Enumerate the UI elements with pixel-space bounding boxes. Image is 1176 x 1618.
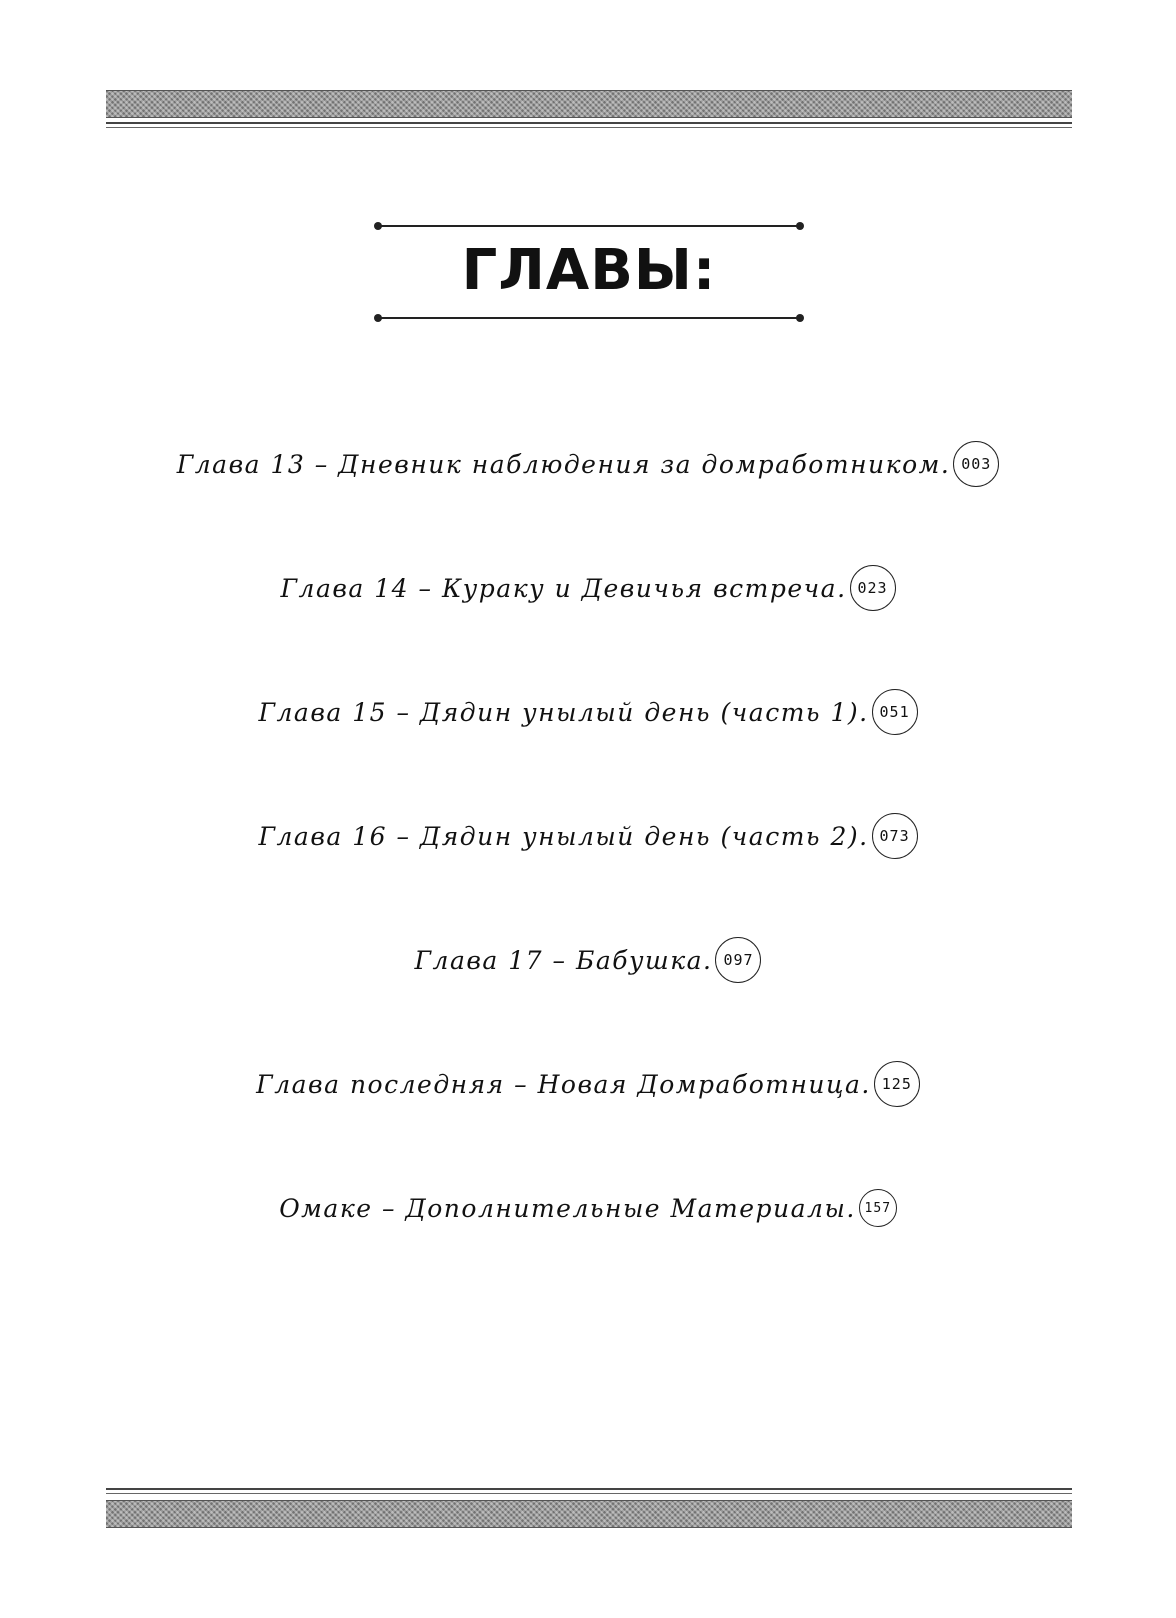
- page-number-badge: 157: [859, 1189, 897, 1227]
- bottom-rule-thin: [106, 1493, 1072, 1494]
- toc-item-chapter-13[interactable]: [0, 438, 1176, 562]
- toc-item-chapter-15[interactable]: [0, 686, 1176, 810]
- chapter-title: Омаке – Дополнительные Материалы.: [279, 1193, 856, 1223]
- chapter-title: Глава последняя – Новая Домработница.: [256, 1069, 871, 1099]
- page-number-badge: 051: [872, 689, 918, 735]
- page-title: ГЛАВЫ:: [461, 238, 717, 303]
- chapter-title: Глава 16 – Дядин унылый день (часть 2).: [258, 821, 869, 851]
- chapter-title: Глава 14 – Кураку и Девичья встреча.: [280, 573, 847, 603]
- page-number-badge: 073: [872, 813, 918, 859]
- chapter-title: Глава 15 – Дядин унылый день (часть 1).: [258, 697, 869, 727]
- toc-item-chapter-16[interactable]: [0, 810, 1176, 934]
- chapter-title: Глава 17 – Бабушка.: [414, 945, 713, 975]
- bottom-decorative-band: [106, 1500, 1072, 1528]
- top-rule: [106, 122, 1072, 124]
- page-number-badge: 003: [953, 441, 999, 487]
- page-number-badge: 097: [715, 937, 761, 983]
- top-decorative-band: [106, 90, 1072, 118]
- table-of-contents: [0, 438, 1176, 1306]
- title-divider-bottom: [378, 317, 800, 319]
- page-number-badge: 023: [850, 565, 896, 611]
- title-divider-top: [378, 225, 800, 227]
- top-rule-thin: [106, 127, 1072, 128]
- toc-item-omake[interactable]: [0, 1182, 1176, 1306]
- bottom-rule: [106, 1488, 1072, 1490]
- page-number-badge: 125: [874, 1061, 920, 1107]
- toc-item-last-chapter[interactable]: [0, 1058, 1176, 1182]
- toc-item-chapter-17[interactable]: [0, 934, 1176, 1058]
- toc-item-chapter-14[interactable]: [0, 562, 1176, 686]
- chapter-title: Глава 13 – Дневник наблюдения за домработником.: [176, 449, 951, 479]
